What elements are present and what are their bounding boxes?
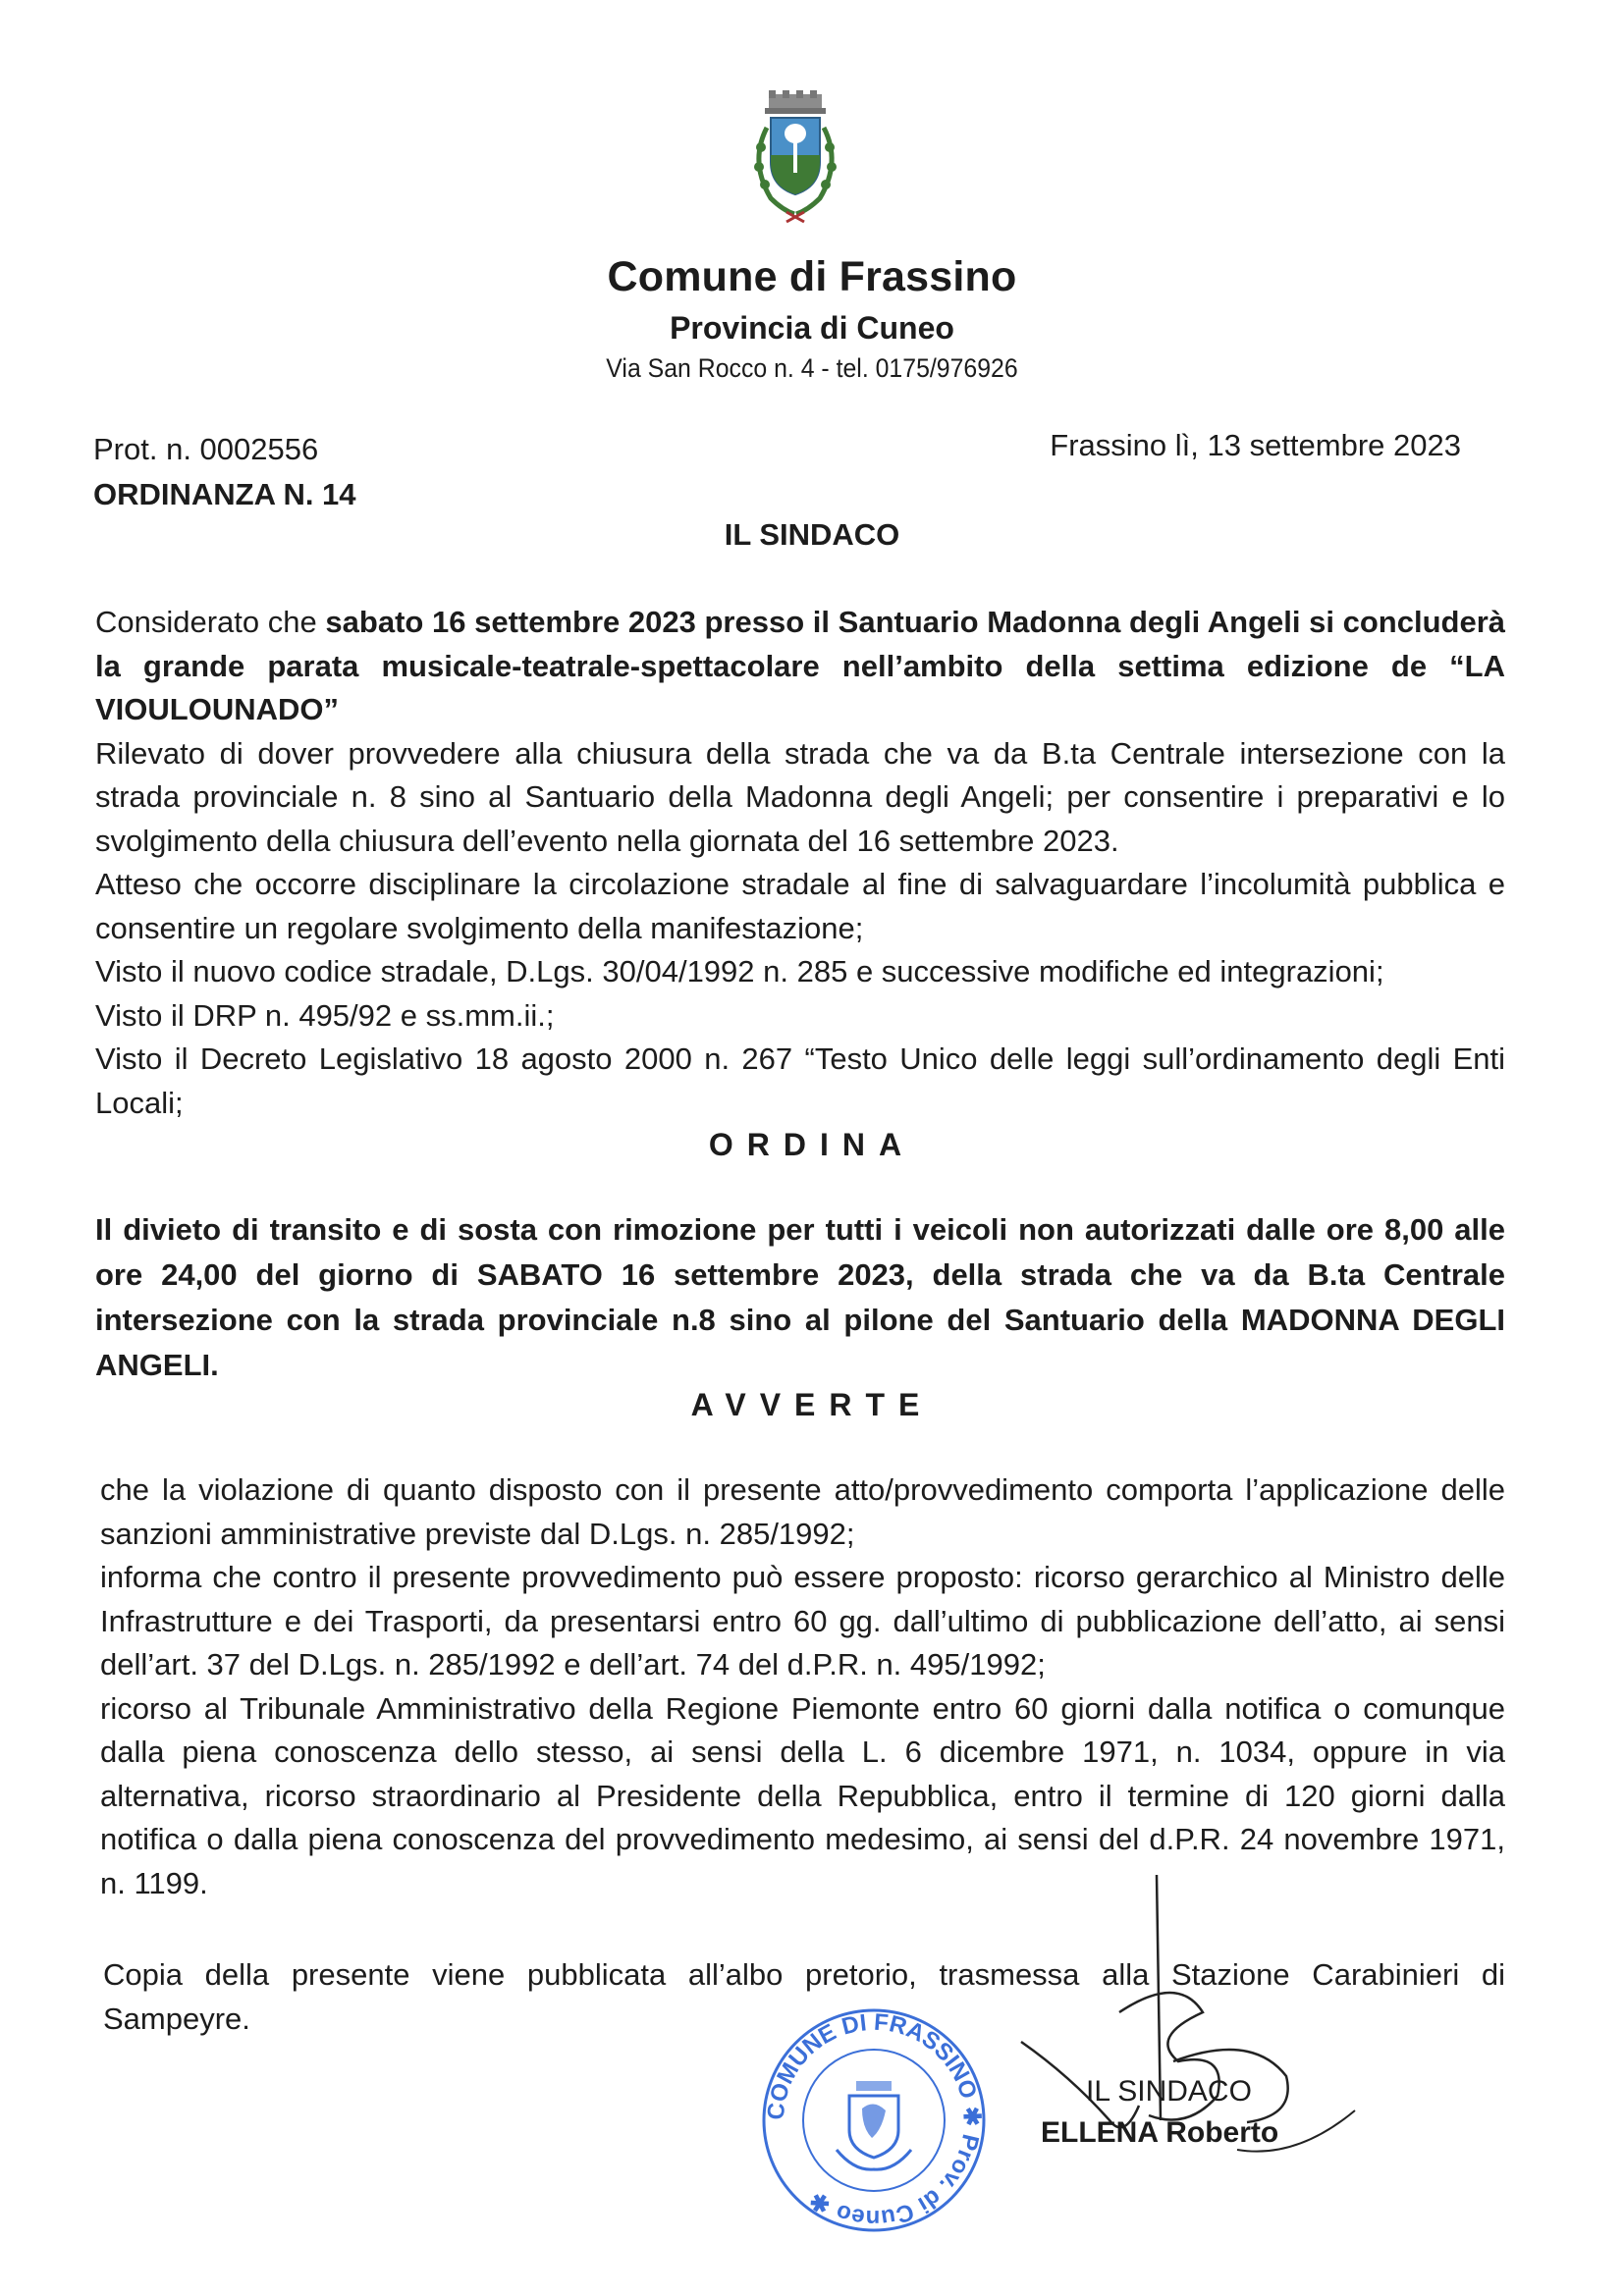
consideration-paragraph: Visto il Decreto Legislativo 18 agosto 2000 n. 267 “Testo Unico delle leggi sull’ordinamento degli Enti Locali;	[95, 1041, 1505, 1120]
intro-bold: sabato 16 settembre 2023 presso il Santuario Madonna degli Angeli si concluderà la grande parata musicale-teatrale-spettacolare nell’ambito della settima edizione de “LA VIOULOUNADO”	[95, 605, 1505, 726]
closing-paragraph: Copia della presente viene pubblicata all’albo pretorio, trasmessa alla Stazione Carabinieri di Sampeyre.	[103, 1957, 1505, 2036]
protocol-number: Prot. n. 0002556	[93, 432, 319, 466]
consideration-intro	[95, 601, 1505, 732]
place-and-date: Frassino lì, 13 settembre 2023	[1050, 428, 1461, 462]
signature-block	[1041, 2071, 1278, 2154]
ordina-paragraph: Il divieto di transito e di sosta con rimozione per tutti i veicoli non autorizzati dalle ore 8,00 alle ore 24,00 del giorno di SABATO 16 settembre 2023, della strada che va da B.ta Centrale intersezione con la strada provinciale n.8 sino al pilone del Santuario della MADONNA DEGLI ANGELI.	[95, 1212, 1505, 1382]
ordinance-number: ORDINANZA N. 14	[93, 477, 356, 511]
mayor-heading: IL SINDACO	[724, 517, 900, 552]
consideration-paragraph: Rilevato di dover provvedere alla chiusura della strada che va da B.ta Centrale intersezione con la strada provinciale n. 8 sino al Santuario della Madonna degli Angeli; per consentire i preparativi e lo svolgimento della chiusura dell’evento nella giornata del 16 settembre 2023.	[95, 735, 1505, 858]
avverte-heading: AVVERTE	[690, 1387, 934, 1422]
intro-plain: Considerato che	[95, 605, 326, 639]
coat-of-arms-icon	[731, 88, 859, 226]
stamp-lettering: COMUNE DI FRASSINO ✱ Prov. di Cuneo ✱	[762, 2008, 986, 2232]
municipality-address: Via San Rocco n. 4 - tel. 0175/976926	[606, 353, 1018, 383]
avverte-block	[100, 1468, 1505, 1905]
ordina-heading: ORDINA	[708, 1127, 916, 1162]
municipality-title: Comune di Frassino	[607, 253, 1017, 300]
official-stamp	[756, 2002, 992, 2238]
consideration-paragraph: Visto il DRP n. 495/92 e ss.mm.ii.;	[95, 997, 555, 1033]
consideration-paragraph: Visto il nuovo codice stradale, D.Lgs. 30/04/1992 n. 285 e successive modifiche ed integrazioni;	[95, 954, 1384, 988]
province-name: Provincia di Cuneo	[670, 310, 954, 346]
avverte-paragraph: che la violazione di quanto disposto con il presente atto/provvedimento comporta l’applicazione delle sanzioni amministrative previste dal D.Lgs. n. 285/1992;	[100, 1472, 1505, 1551]
considerations-block	[95, 601, 1505, 1125]
avverte-paragraph: ricorso al Tribunale Amministrativo della Regione Piemonte entro 60 giorni dalla notifica o comunque dalla piena conoscenza dello stesso, ai sensi della L. 6 dicembre 1971, n. 1034, oppure in via alternativa, ricorso straordinario al Presidente della Repubblica, entro il termine di 120 giorni dalla notifica o dalla piena conoscenza del provvedimento medesimo, ai sensi del d.P.R. 24 novembre 1971, n. 1199.	[100, 1690, 1505, 1900]
ordina-text	[95, 1207, 1505, 1388]
signature-name: ELLENA Roberto	[1041, 2116, 1279, 2149]
avverte-paragraph: informa che contro il presente provvedimento può essere proposto: ricorso gerarchico al Ministro delle Infrastrutture e dei Trasporti, da presentarsi entro 60 gg. dall’ultimo di pubblicazione dell’atto, ai sensi dell’art. 37 del D.Lgs. n. 285/1992 e dell’art. 74 del d.P.R. n. 495/1992;	[100, 1560, 1505, 1682]
consideration-paragraph: Atteso che occorre disciplinare la circolazione stradale al fine di salvaguardare l’incolumità pubblica e consentire un regolare svolgimento della manifestazione;	[95, 867, 1505, 945]
signature-role: IL SINDACO	[1086, 2075, 1252, 2108]
